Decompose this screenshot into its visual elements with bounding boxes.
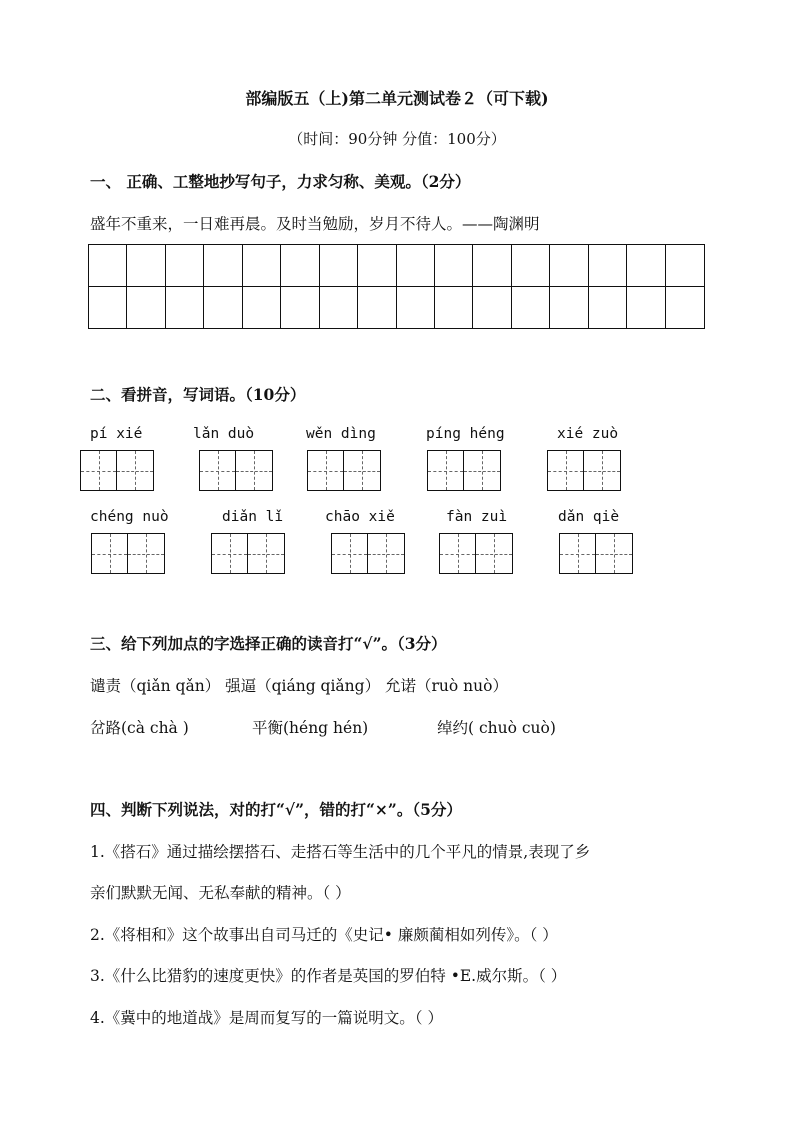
answer-box[interactable] [547, 450, 621, 491]
pinyin-label: diǎn lǐ [222, 509, 284, 525]
grid-cell[interactable] [320, 245, 358, 287]
answer-box[interactable] [427, 450, 501, 491]
grid-cell[interactable] [127, 287, 165, 329]
grid-cell[interactable] [89, 287, 127, 329]
pronunciation-item: 岔路(cà chà ) [90, 719, 189, 737]
judgement-item: 亲们默默无闻、无私奉献的精神。（ ） [90, 884, 351, 902]
answer-box[interactable] [331, 533, 405, 574]
answer-box[interactable] [559, 533, 633, 574]
pronunciation-item: 绰约( chuò cuò) [437, 719, 556, 737]
page-title: 部编版五（上)第二单元测试卷２（可下载) [245, 89, 549, 108]
pinyin-label: fàn zuì [446, 509, 508, 525]
grid-cell[interactable] [473, 287, 511, 329]
grid-cell[interactable] [589, 245, 627, 287]
pronunciation-item: 平衡(héng hén) [252, 719, 369, 737]
grid-cell[interactable] [166, 245, 204, 287]
judgement-item: 2.《将相和》这个故事出自司马迁的《史记• 廉颇蔺相如列传》。（ ） [90, 926, 558, 944]
answer-box[interactable] [199, 450, 273, 491]
answer-box[interactable] [80, 450, 154, 491]
section-2-heading: 二、看拼音，写词语。（10分） [90, 385, 306, 404]
answer-box[interactable] [91, 533, 165, 574]
pinyin-label: píng héng [426, 426, 505, 442]
writing-grid[interactable] [88, 244, 705, 329]
exam-info: （时间：90分钟 分值：100分） [288, 130, 506, 148]
grid-cell[interactable] [281, 245, 319, 287]
grid-cell[interactable] [512, 245, 550, 287]
grid-cell[interactable] [166, 287, 204, 329]
copy-sentence: 盛年不重来，一日难再晨。及时当勉励，岁月不待人。——陶渊明 [90, 215, 540, 233]
pinyin-label: chéng nuò [90, 509, 169, 525]
pronunciation-line: 谴责（qiǎn qǎn） 强逼（qiáng qiǎng） 允诺（ruò nuò） [90, 677, 508, 695]
grid-cell[interactable] [397, 245, 435, 287]
grid-cell[interactable] [435, 287, 473, 329]
grid-cell[interactable] [397, 287, 435, 329]
grid-cell[interactable] [127, 245, 165, 287]
grid-cell[interactable] [589, 287, 627, 329]
grid-cell[interactable] [550, 245, 588, 287]
grid-cell[interactable] [473, 245, 511, 287]
pinyin-label: lǎn duò [193, 426, 255, 442]
grid-cell[interactable] [89, 245, 127, 287]
grid-cell[interactable] [627, 245, 665, 287]
section-4-heading: 四、判断下列说法，对的打“√”，错的打“×”。（5分） [90, 800, 462, 819]
pinyin-label: xié zuò [557, 426, 619, 442]
section-3-heading: 三、给下列加点的字选择正确的读音打“√”。（3分） [90, 634, 447, 653]
grid-cell[interactable] [204, 287, 242, 329]
grid-cell[interactable] [281, 287, 319, 329]
answer-box[interactable] [211, 533, 285, 574]
grid-cell[interactable] [358, 287, 396, 329]
grid-cell[interactable] [243, 245, 281, 287]
pinyin-label: chāo xiě [325, 509, 395, 525]
grid-cell[interactable] [358, 245, 396, 287]
grid-cell[interactable] [512, 287, 550, 329]
section-1-heading: 一、 正确、工整地抄写句子，力求匀称、美观。（2分） [90, 172, 471, 191]
grid-cell[interactable] [666, 287, 704, 329]
answer-box[interactable] [439, 533, 513, 574]
answer-box[interactable] [307, 450, 381, 491]
grid-cell[interactable] [320, 287, 358, 329]
grid-cell[interactable] [666, 245, 704, 287]
grid-cell[interactable] [550, 287, 588, 329]
judgement-item: 3.《什么比猎豹的速度更快》的作者是英国的罗伯特 •E.威尔斯。（ ） [90, 967, 567, 985]
grid-cell[interactable] [243, 287, 281, 329]
pinyin-label: dǎn qiè [558, 509, 620, 525]
pinyin-label: pí xié [90, 426, 143, 442]
judgement-item: 4.《冀中的地道战》是周而复写的一篇说明文。（ ） [90, 1009, 443, 1027]
grid-cell[interactable] [435, 245, 473, 287]
grid-cell[interactable] [627, 287, 665, 329]
pinyin-label: wěn dìng [306, 426, 376, 442]
judgement-item: 1.《搭石》通过描绘摆搭石、走搭石等生活中的几个平凡的情景,表现了乡 [90, 843, 591, 861]
grid-cell[interactable] [204, 245, 242, 287]
